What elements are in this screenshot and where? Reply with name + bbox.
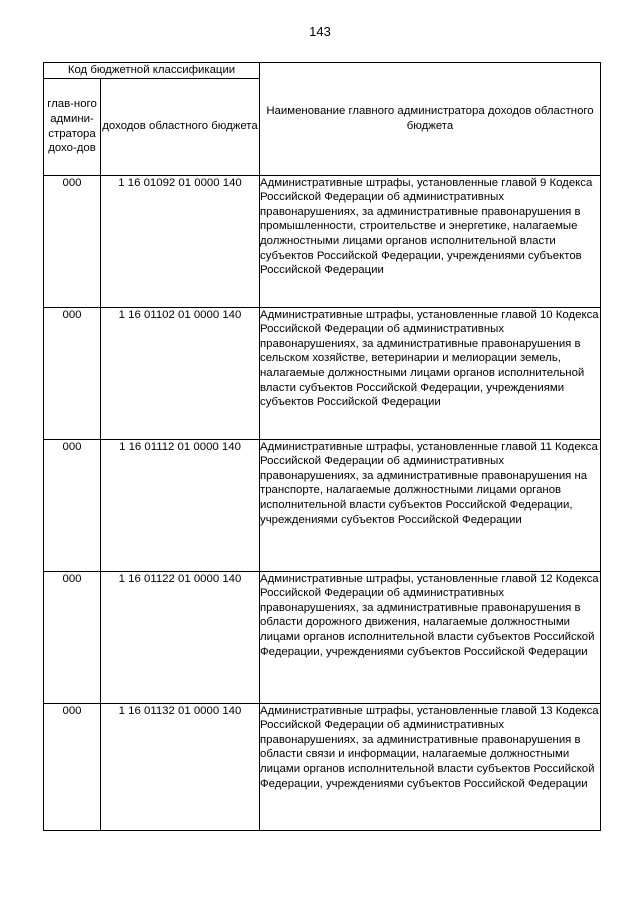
income-name-cell: Административные штрафы, установленные главой 9 Кодекса Российской Федерации об административных правонарушениях, за административные правонарушения в промышленности, строительстве и энергетике, налагаемые должностными лицами органов исполнительной власти субъектов Российской Федерации, учреждениями субъектов Российской Федерации [260, 175, 601, 307]
admin-code-cell: 000 [44, 703, 101, 830]
admin-code-cell: 000 [44, 571, 101, 703]
table-row [44, 175, 601, 307]
budget-classification-table [43, 62, 601, 831]
admin-code-cell: 000 [44, 175, 101, 307]
income-code-cell: 1 16 01122 01 0000 140 [101, 571, 260, 703]
budget-classification-code-header: Код бюджетной классификации [44, 63, 260, 79]
income-name-cell: Административные штрафы, установленные главой 13 Кодекса Российской Федерации об административных правонарушениях, за административные правонарушения в области связи и информации, налагаемые должностными лицами органов исполнительной власти субъектов Российской Федерации, учреждениями субъектов Российской Федерации [260, 703, 601, 830]
admin-code-cell: 000 [44, 307, 101, 439]
income-code-cell: 1 16 01132 01 0000 140 [101, 703, 260, 830]
income-code-cell: 1 16 01112 01 0000 140 [101, 439, 260, 571]
income-name-cell: Административные штрафы, установленные главой 11 Кодекса Российской Федерации об административных правонарушениях, за административные правонарушения на транспорте, налагаемые должностными лицами органов исполнительной власти субъектов Российской Федерации, учреждениями субъектов Российской Федерации [260, 439, 601, 571]
table-row [44, 439, 601, 571]
table-row [44, 571, 601, 703]
admin-code-cell: 000 [44, 439, 101, 571]
chief-administrator-header: глав-ного админи-стратора дохо-дов [44, 78, 101, 175]
income-name-cell: Административные штрафы, установленные главой 12 Кодекса Российской Федерации об административных правонарушениях, за административные правонарушения в области дорожного движения, налагаемые должностными лицами органов исполнительной власти субъектов Российской Федерации, учреждениями субъектов Российской Федерации [260, 571, 601, 703]
table-row [44, 703, 601, 830]
income-name-cell: Административные штрафы, установленные главой 10 Кодекса Российской Федерации об административных правонарушениях, за административные правонарушения в сельском хозяйстве, ветеринарии и мелиорации земель, налагаемые должностными лицами органов исполнительной власти субъектов Российской Федерации, учреждениями субъектов Российской Федерации [260, 307, 601, 439]
page-number: 143 [309, 24, 331, 39]
table-row [44, 307, 601, 439]
income-code-cell: 1 16 01102 01 0000 140 [101, 307, 260, 439]
income-code-cell: 1 16 01092 01 0000 140 [101, 175, 260, 307]
administrator-name-header: Наименование главного администратора доходов областного бюджета [260, 63, 601, 176]
income-code-header: доходов областного бюджета [101, 78, 260, 175]
